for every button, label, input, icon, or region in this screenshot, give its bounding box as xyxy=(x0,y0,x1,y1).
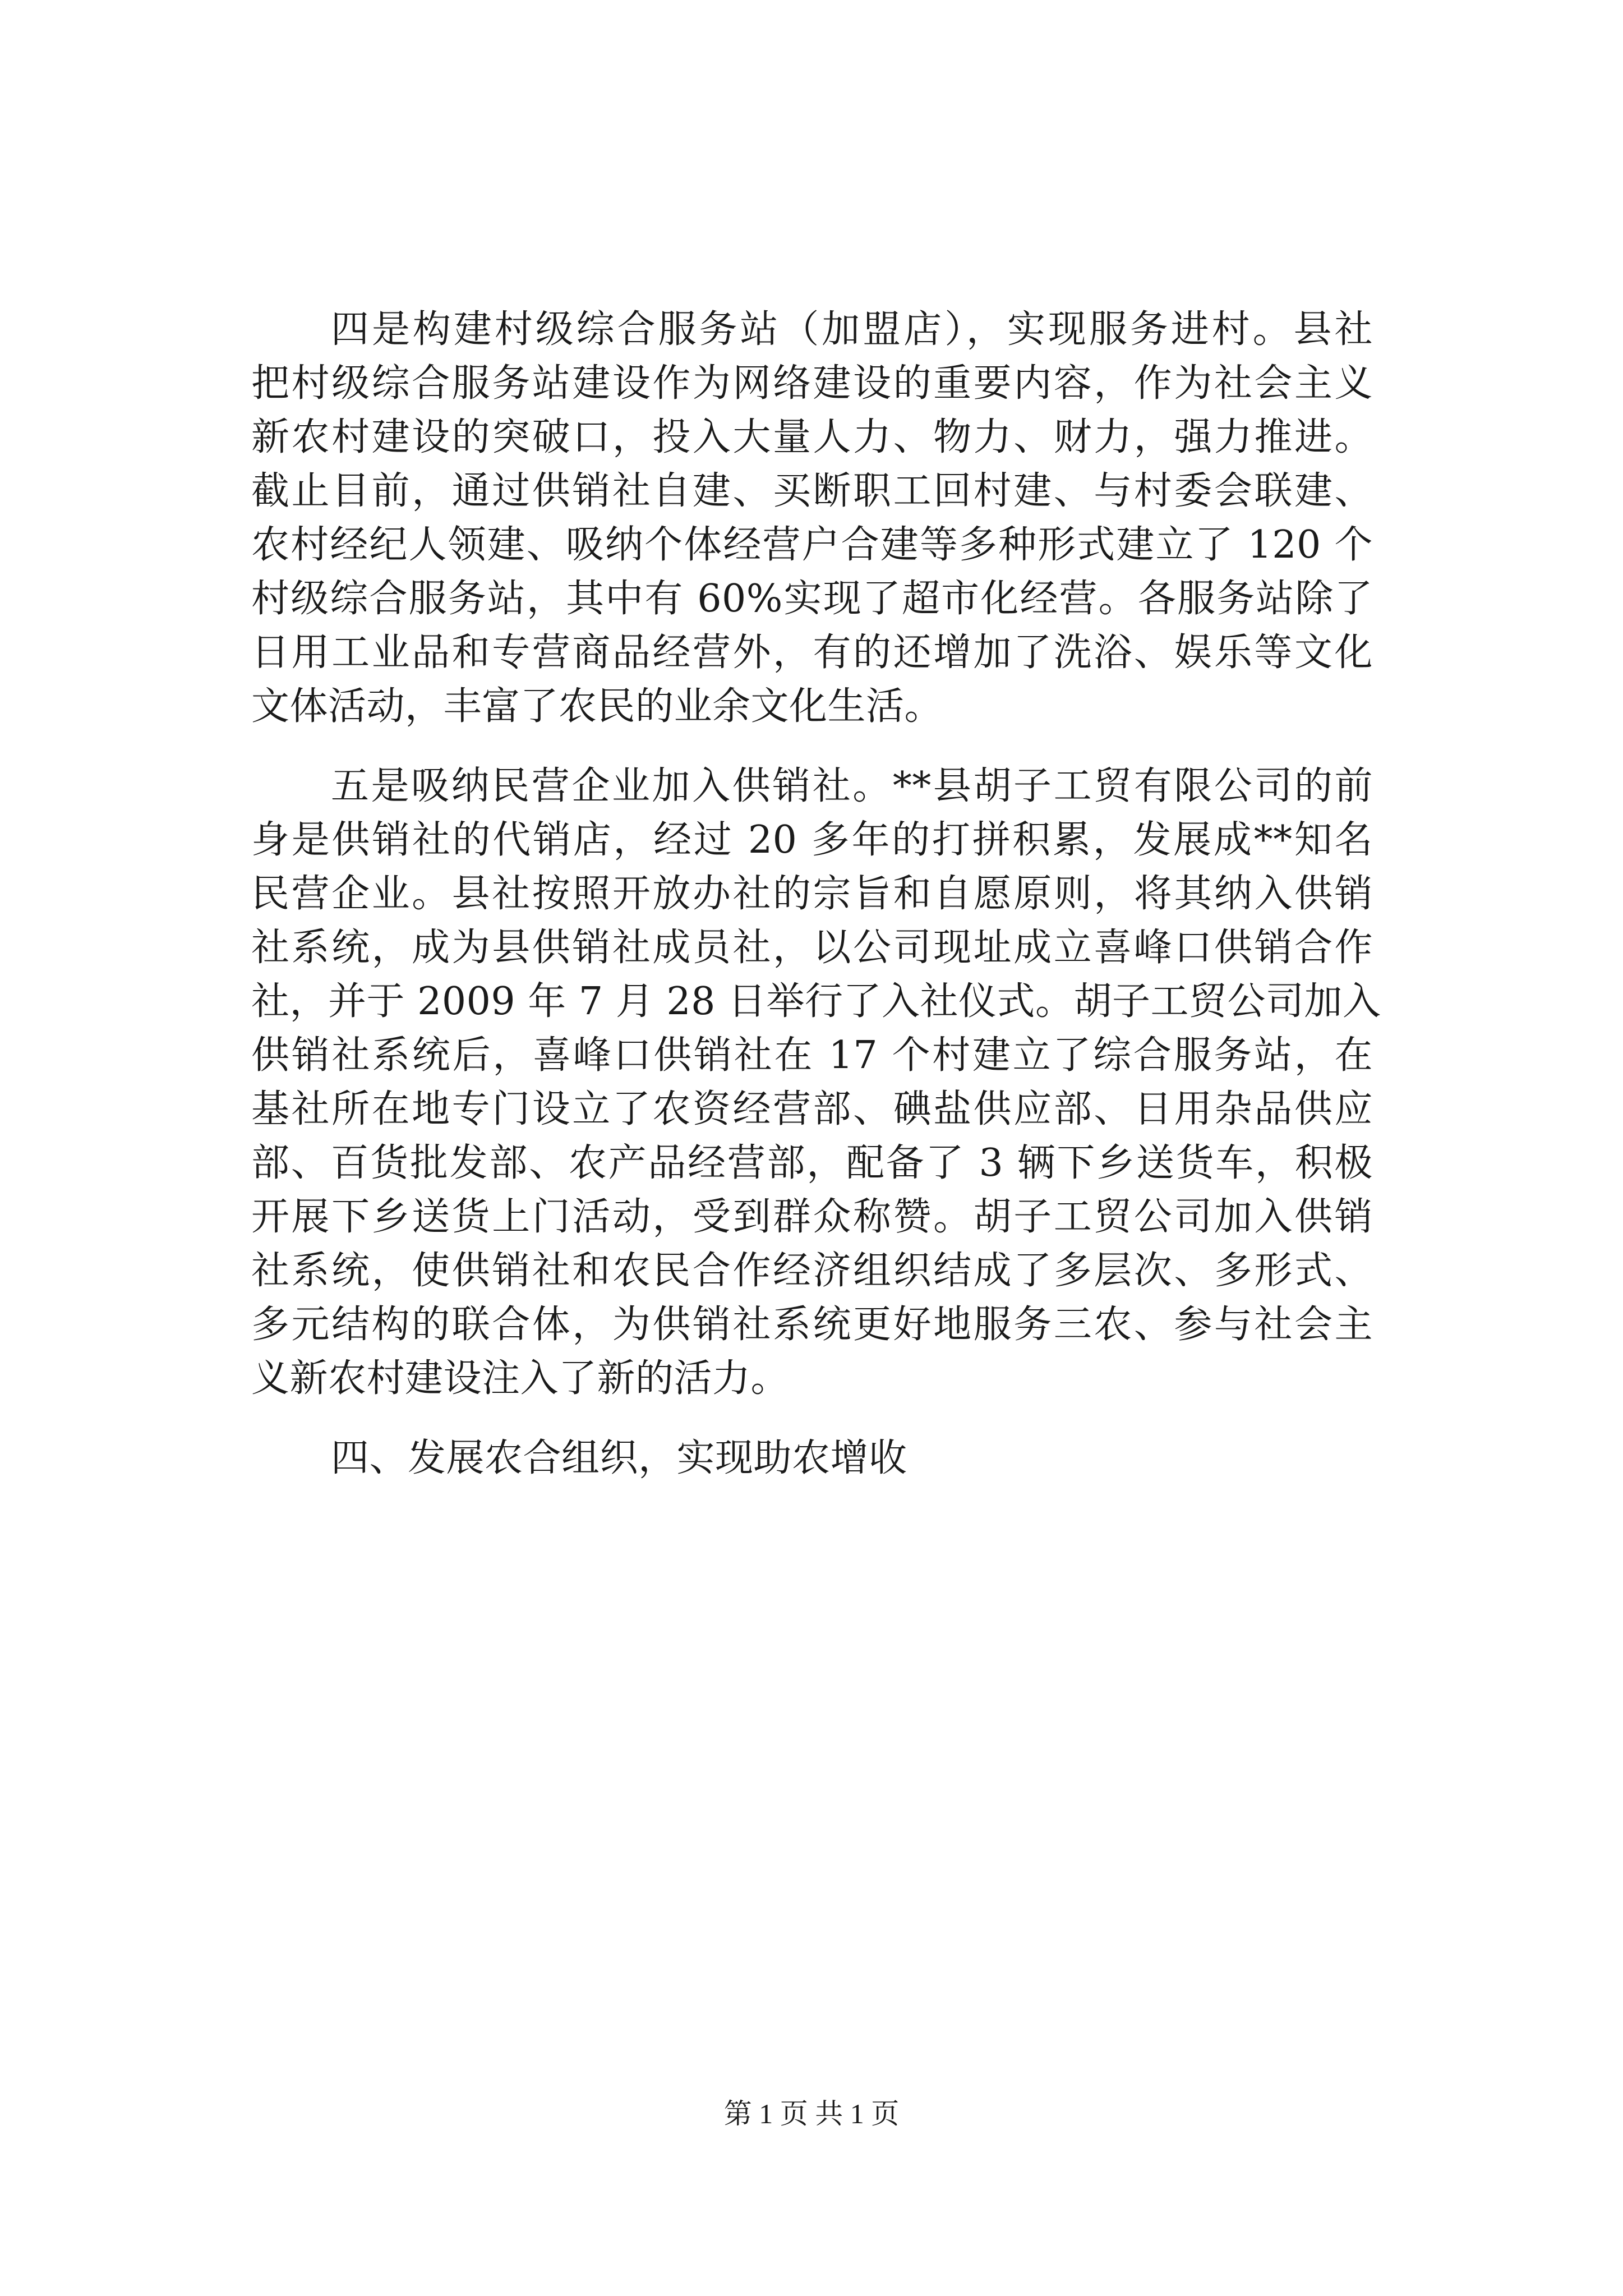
text-line: 开展下乡送货上门活动，受到群众称赞。胡子工贸公司加入供销 xyxy=(251,1195,1373,1239)
heading-line: 四、发展农合组织，实现助农增收 xyxy=(331,1436,907,1480)
text-line: 民营企业。县社按照开放办社的宗旨和自愿原则，将其纳入供销 xyxy=(251,872,1373,916)
text-line: 社系统，使供销社和农民合作经济组织结成了多层次、多形式、 xyxy=(251,1249,1373,1293)
text-line: 农村经纪人领建、吸纳个体经营户合建等多种形式建立了 120 个 xyxy=(251,523,1373,567)
text-line: 日用工业品和专营商品经营外，有的还增加了洗浴、娱乐等文化 xyxy=(251,631,1373,675)
text-line: 社，并于 2009 年 7 月 28 日举行了入社仪式。胡子工贸公司加入 xyxy=(251,979,1381,1024)
paragraph-service-station xyxy=(251,303,1373,734)
text-line: 把村级综合服务站建设作为网络建设的重要内容，作为社会主义 xyxy=(251,361,1373,406)
document-body xyxy=(251,303,1381,1485)
text-line: 多元结构的联合体，为供销社系统更好地服务三农、参与社会主 xyxy=(251,1303,1373,1347)
text-line: 五是吸纳民营企业加入供销社。**县胡子工贸有限公司的前 xyxy=(331,764,1373,808)
text-line: 部、百货批发部、农产品经营部，配备了 3 辆下乡送货车，积极 xyxy=(251,1141,1373,1185)
text-line: 供销社系统后，喜峰口供销社在 17 个村建立了综合服务站，在 xyxy=(251,1033,1373,1078)
text-line: 四是构建村级综合服务站（加盟店），实现服务进村。县社 xyxy=(331,307,1373,352)
paragraph-private-enterprise xyxy=(251,760,1381,1406)
text-line: 身是供销社的代销店，经过 20 多年的打拼积累，发展成**知名 xyxy=(251,818,1373,862)
text-line: 义新农村建设注入了新的活力。 xyxy=(251,1356,790,1401)
text-line: 截止目前，通过供销社自建、买断职工回村建、与村委会联建、 xyxy=(251,469,1373,513)
section-heading xyxy=(251,1432,1373,1485)
text-line: 基社所在地专门设立了农资经营部、碘盐供应部、日用杂品供应 xyxy=(251,1087,1373,1131)
text-line: 文体活动，丰富了农民的业余文化生活。 xyxy=(251,684,943,729)
page-footer: 第 1 页 共 1 页 xyxy=(723,2098,900,2129)
text-line: 村级综合服务站，其中有 60%实现了超市化经营。各服务站除了 xyxy=(251,577,1373,621)
text-line: 新农村建设的突破口，投入大量人力、物力、财力，强力推进。 xyxy=(251,415,1373,459)
text-line: 社系统，成为县供销社成员社，以公司现址成立喜峰口供销合作 xyxy=(251,926,1373,970)
